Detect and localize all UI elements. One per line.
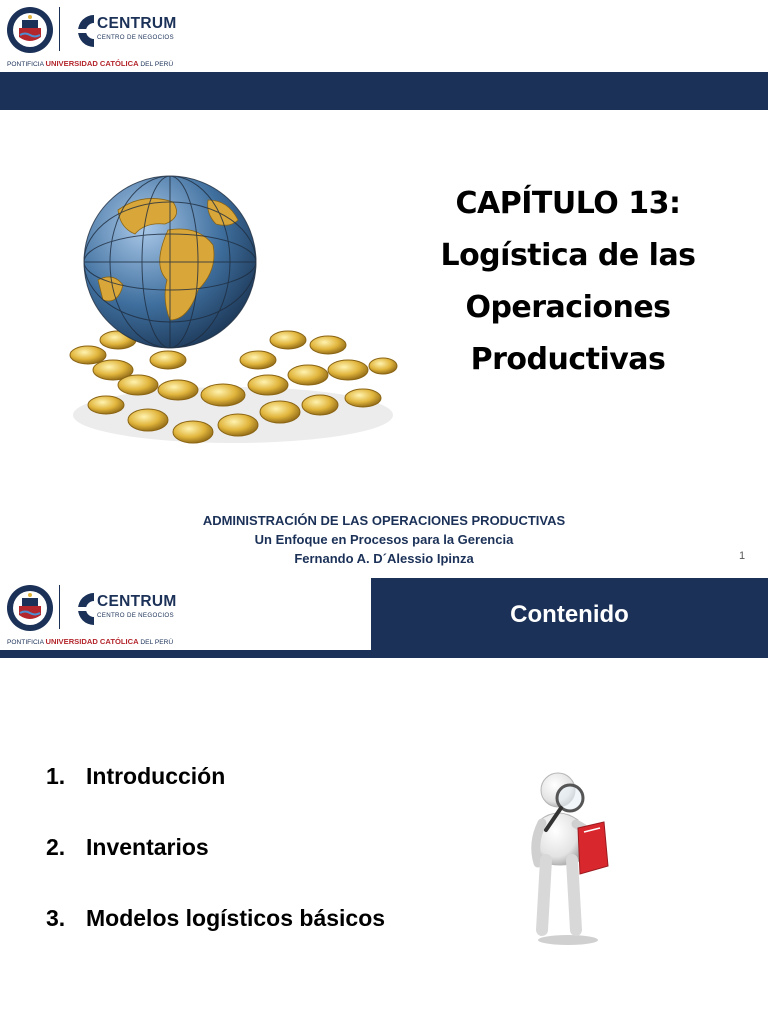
figure-with-magnifier-image	[508, 768, 628, 948]
contents-item-label: Inventarios	[86, 834, 209, 860]
header-band	[0, 72, 768, 110]
chapter-title-line: Operaciones	[465, 290, 671, 325]
university-prefix: PONTIFICIA	[7, 639, 44, 646]
chapter-title-line: CAPÍTULO 13:	[455, 186, 681, 221]
contents-item-number: 2.	[46, 834, 66, 860]
centrum-logo-icon	[64, 591, 96, 627]
centrum-name: CENTRUM	[97, 593, 177, 610]
contents-item	[46, 834, 385, 905]
book-credits	[0, 511, 768, 568]
centrum-logo-icon	[64, 13, 96, 49]
university-name	[7, 637, 173, 646]
slide-2	[0, 578, 768, 1024]
university-main: UNIVERSIDAD CATÓLICA	[45, 637, 139, 646]
centrum-name: CENTRUM	[97, 15, 177, 32]
university-prefix: PONTIFICIA	[7, 61, 44, 68]
university-seal-icon	[6, 584, 54, 632]
logo-divider	[59, 7, 60, 51]
gold-globe-on-coins-image	[58, 170, 418, 460]
book-subtitle: Un Enfoque en Procesos para la Gerencia	[254, 532, 514, 547]
chapter-title-line: Logística de las	[440, 238, 696, 273]
logo-divider	[59, 585, 60, 629]
contents-item-number: 1.	[46, 763, 66, 789]
university-suffix: DEL PERÚ	[140, 61, 174, 68]
contents-item	[46, 905, 385, 976]
contents-item-label: Modelos logísticos básicos	[86, 905, 386, 931]
centrum-subtitle: CENTRO DE NEGOCIOS	[97, 612, 174, 619]
contents-list	[46, 763, 385, 976]
slide-title: Contenido	[510, 601, 629, 628]
page-number: 1	[739, 550, 746, 562]
header-band	[0, 650, 768, 658]
centrum-subtitle: CENTRO DE NEGOCIOS	[97, 34, 174, 41]
university-name	[7, 59, 173, 68]
book-author: Fernando A. D´Alessio Ipinza	[294, 551, 474, 566]
contents-item	[46, 763, 385, 834]
chapter-title-line: Productivas	[470, 342, 666, 377]
contents-item-number: 3.	[46, 905, 66, 931]
university-suffix: DEL PERÚ	[140, 639, 174, 646]
header-logo	[0, 0, 184, 72]
contents-item-label: Introducción	[86, 763, 226, 789]
university-main: UNIVERSIDAD CATÓLICA	[45, 59, 139, 68]
book-title: ADMINISTRACIÓN DE LAS OPERACIONES PRODUCTIVAS	[202, 513, 566, 528]
header-logo	[0, 578, 184, 650]
university-seal-icon	[6, 6, 54, 54]
chapter-title	[400, 178, 736, 386]
